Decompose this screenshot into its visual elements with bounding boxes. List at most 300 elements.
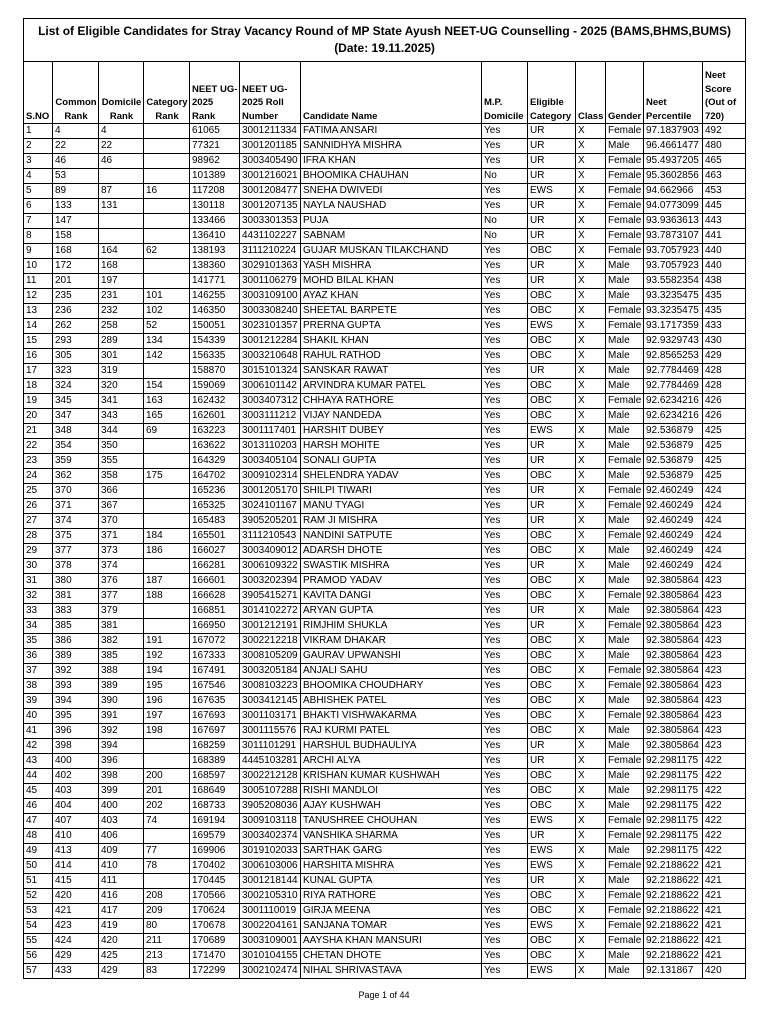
cell-mp-domicile: Yes [482, 574, 528, 589]
cell-roll-number: 3023101357 [240, 319, 301, 334]
cell-domicile-rank: 355 [99, 454, 144, 469]
cell-category-rank: 62 [144, 244, 190, 259]
cell-roll-number: 3003308240 [240, 304, 301, 319]
cell-class: X [576, 244, 606, 259]
cell-candidate-name: SABNAM [301, 229, 482, 244]
cell-candidate-name: BHOOMIKA CHOUDHARY [301, 679, 482, 694]
cell-neet-score: 421 [703, 934, 746, 949]
cell-neet-percentile: 92.536879 [644, 469, 703, 484]
cell-class: X [576, 169, 606, 184]
cell-sno: 44 [24, 769, 53, 784]
cell-neet-score: 440 [703, 259, 746, 274]
title-date: (Date: 19.11.2025) [334, 41, 435, 55]
cell-category-rank: 16 [144, 184, 190, 199]
cell-mp-domicile: Yes [482, 319, 528, 334]
table-row [24, 844, 746, 859]
cell-sno: 30 [24, 559, 53, 574]
cell-gender: Male [606, 469, 644, 484]
cell-category-rank [144, 274, 190, 289]
cell-candidate-name: ANJALI SAHU [301, 664, 482, 679]
cell-neet-score: 429 [703, 349, 746, 364]
header-roll-number: NEET UG- 2025 Roll Number [240, 62, 301, 124]
cell-gender: Female [606, 319, 644, 334]
cell-class: X [576, 649, 606, 664]
cell-domicile-rank: 411 [99, 874, 144, 889]
table-row [24, 964, 746, 979]
cell-gender: Female [606, 124, 644, 139]
cell-category-rank [144, 199, 190, 214]
cell-mp-domicile: Yes [482, 799, 528, 814]
cell-neet-score: 438 [703, 274, 746, 289]
cell-sno: 27 [24, 514, 53, 529]
cell-common-rank: 168 [53, 244, 99, 259]
cell-eligible-category: OBC [528, 544, 576, 559]
cell-eligible-category: OBC [528, 664, 576, 679]
cell-candidate-name: HARSH MOHITE [301, 439, 482, 454]
cell-gender: Male [606, 784, 644, 799]
cell-mp-domicile: Yes [482, 664, 528, 679]
cell-neet-score: 423 [703, 574, 746, 589]
cell-neet-rank: 170689 [190, 934, 240, 949]
cell-mp-domicile: Yes [482, 709, 528, 724]
cell-candidate-name: SHILPI TIWARI [301, 484, 482, 499]
cell-domicile-rank: 425 [99, 949, 144, 964]
cell-neet-score: 423 [703, 679, 746, 694]
cell-neet-percentile: 95.3602856 [644, 169, 703, 184]
cell-candidate-name: ABHISHEK PATEL [301, 694, 482, 709]
cell-gender: Female [606, 709, 644, 724]
cell-mp-domicile: Yes [482, 679, 528, 694]
cell-gender: Male [606, 604, 644, 619]
cell-common-rank: 359 [53, 454, 99, 469]
cell-neet-percentile: 92.3805864 [644, 634, 703, 649]
cell-sno: 18 [24, 379, 53, 394]
cell-eligible-category: OBC [528, 649, 576, 664]
cell-category-rank [144, 139, 190, 154]
cell-sno: 48 [24, 829, 53, 844]
cell-category-rank [144, 754, 190, 769]
cell-mp-domicile: Yes [482, 274, 528, 289]
cell-domicile-rank: 366 [99, 484, 144, 499]
cell-neet-rank: 167693 [190, 709, 240, 724]
cell-gender: Male [606, 409, 644, 424]
cell-candidate-name: IFRA KHAN [301, 154, 482, 169]
cell-gender: Male [606, 364, 644, 379]
table-row [24, 574, 746, 589]
cell-category-rank: 74 [144, 814, 190, 829]
cell-sno: 46 [24, 799, 53, 814]
cell-mp-domicile: Yes [482, 559, 528, 574]
cell-neet-percentile: 92.2188622 [644, 904, 703, 919]
cell-candidate-name: PUJA [301, 214, 482, 229]
cell-neet-percentile: 92.3805864 [644, 664, 703, 679]
cell-mp-domicile: Yes [482, 199, 528, 214]
cell-class: X [576, 319, 606, 334]
cell-domicile-rank: 389 [99, 679, 144, 694]
cell-mp-domicile: Yes [482, 829, 528, 844]
cell-candidate-name: SANNIDHYA MISHRA [301, 139, 482, 154]
cell-neet-rank: 77321 [190, 139, 240, 154]
header-candidate-name: Candidate Name [301, 62, 482, 124]
cell-mp-domicile: Yes [482, 184, 528, 199]
cell-roll-number: 3001212284 [240, 334, 301, 349]
cell-class: X [576, 214, 606, 229]
cell-neet-score: 453 [703, 184, 746, 199]
cell-roll-number: 3029101363 [240, 259, 301, 274]
cell-neet-score: 492 [703, 124, 746, 139]
cell-neet-score: 426 [703, 394, 746, 409]
cell-roll-number: 3009103118 [240, 814, 301, 829]
cell-roll-number: 3003402374 [240, 829, 301, 844]
cell-mp-domicile: Yes [482, 469, 528, 484]
cell-mp-domicile: Yes [482, 814, 528, 829]
cell-eligible-category: EWS [528, 319, 576, 334]
cell-class: X [576, 769, 606, 784]
cell-category-rank: 83 [144, 964, 190, 979]
cell-sno: 15 [24, 334, 53, 349]
cell-common-rank: 158 [53, 229, 99, 244]
cell-eligible-category: OBC [528, 409, 576, 424]
cell-gender: Female [606, 829, 644, 844]
cell-sno: 40 [24, 709, 53, 724]
cell-gender: Female [606, 859, 644, 874]
cell-mp-domicile: Yes [482, 784, 528, 799]
cell-category-rank: 209 [144, 904, 190, 919]
cell-roll-number: 3006103006 [240, 859, 301, 874]
cell-neet-score: 424 [703, 559, 746, 574]
cell-roll-number: 3003111212 [240, 409, 301, 424]
cell-category-rank: 202 [144, 799, 190, 814]
cell-candidate-name: GAURAV UPWANSHI [301, 649, 482, 664]
cell-mp-domicile: Yes [482, 619, 528, 634]
cell-mp-domicile: Yes [482, 604, 528, 619]
cell-candidate-name: ARYAN GUPTA [301, 604, 482, 619]
cell-neet-percentile: 92.7784469 [644, 379, 703, 394]
cell-class: X [576, 709, 606, 724]
cell-class: X [576, 754, 606, 769]
table-row [24, 649, 746, 664]
cell-eligible-category: UR [528, 139, 576, 154]
cell-neet-percentile: 92.2981175 [644, 814, 703, 829]
cell-candidate-name: SARTHAK GARG [301, 844, 482, 859]
cell-domicile-rank: 410 [99, 859, 144, 874]
table-row [24, 514, 746, 529]
cell-domicile-rank: 391 [99, 709, 144, 724]
cell-mp-domicile: Yes [482, 289, 528, 304]
cell-eligible-category: UR [528, 874, 576, 889]
cell-neet-percentile: 92.460249 [644, 559, 703, 574]
cell-mp-domicile: Yes [482, 934, 528, 949]
cell-category-rank [144, 169, 190, 184]
cell-roll-number: 3001110019 [240, 904, 301, 919]
cell-neet-rank: 163622 [190, 439, 240, 454]
cell-category-rank: 163 [144, 394, 190, 409]
cell-neet-percentile: 92.3805864 [644, 724, 703, 739]
cell-roll-number: 3905205201 [240, 514, 301, 529]
cell-roll-number: 3015101324 [240, 364, 301, 379]
cell-domicile-rank: 417 [99, 904, 144, 919]
cell-domicile-rank: 341 [99, 394, 144, 409]
cell-category-rank: 194 [144, 664, 190, 679]
cell-common-rank: 407 [53, 814, 99, 829]
table-row [24, 379, 746, 394]
cell-class: X [576, 559, 606, 574]
cell-class: X [576, 529, 606, 544]
cell-roll-number: 3111210543 [240, 529, 301, 544]
cell-roll-number: 3905415271 [240, 589, 301, 604]
cell-neet-rank: 164329 [190, 454, 240, 469]
cell-sno: 25 [24, 484, 53, 499]
cell-candidate-name: RAJ KURMI PATEL [301, 724, 482, 739]
table-row [24, 364, 746, 379]
cell-class: X [576, 829, 606, 844]
cell-roll-number: 3003405104 [240, 454, 301, 469]
cell-sno: 43 [24, 754, 53, 769]
cell-candidate-name: PRAMOD YADAV [301, 574, 482, 589]
cell-domicile-rank: 232 [99, 304, 144, 319]
cell-eligible-category: OBC [528, 904, 576, 919]
cell-candidate-name: KUNAL GUPTA [301, 874, 482, 889]
cell-common-rank: 201 [53, 274, 99, 289]
cell-candidate-name: SHEETAL BARPETE [301, 304, 482, 319]
table-row [24, 814, 746, 829]
table-row [24, 169, 746, 184]
cell-domicile-rank: 409 [99, 844, 144, 859]
cell-category-rank: 80 [144, 919, 190, 934]
cell-neet-score: 425 [703, 454, 746, 469]
cell-neet-rank: 162601 [190, 409, 240, 424]
cell-roll-number: 3001207135 [240, 199, 301, 214]
cell-neet-percentile: 92.8565253 [644, 349, 703, 364]
candidates-table [23, 18, 746, 979]
cell-gender: Male [606, 544, 644, 559]
cell-common-rank: 433 [53, 964, 99, 979]
cell-neet-percentile: 92.536879 [644, 439, 703, 454]
cell-mp-domicile: Yes [482, 949, 528, 964]
cell-eligible-category: OBC [528, 379, 576, 394]
cell-domicile-rank: 394 [99, 739, 144, 754]
cell-gender: Female [606, 169, 644, 184]
cell-class: X [576, 664, 606, 679]
cell-candidate-name: CHHAYA RATHORE [301, 394, 482, 409]
cell-domicile-rank: 168 [99, 259, 144, 274]
cell-class: X [576, 904, 606, 919]
cell-eligible-category: OBC [528, 724, 576, 739]
cell-neet-rank: 146350 [190, 304, 240, 319]
cell-eligible-category: UR [528, 124, 576, 139]
cell-category-rank [144, 454, 190, 469]
cell-sno: 39 [24, 694, 53, 709]
cell-eligible-category: EWS [528, 814, 576, 829]
cell-neet-rank: 138193 [190, 244, 240, 259]
cell-sno: 1 [24, 124, 53, 139]
cell-neet-percentile: 92.2981175 [644, 754, 703, 769]
cell-mp-domicile: Yes [482, 919, 528, 934]
cell-neet-rank: 168597 [190, 769, 240, 784]
cell-candidate-name: PRERNA GUPTA [301, 319, 482, 334]
cell-domicile-rank: 131 [99, 199, 144, 214]
cell-eligible-category: EWS [528, 919, 576, 934]
table-row [24, 784, 746, 799]
cell-neet-percentile: 92.460249 [644, 499, 703, 514]
cell-category-rank: 175 [144, 469, 190, 484]
cell-sno: 50 [24, 859, 53, 874]
table-row [24, 139, 746, 154]
cell-candidate-name: BHAKTI VISHWAKARMA [301, 709, 482, 724]
cell-sno: 42 [24, 739, 53, 754]
cell-category-rank [144, 829, 190, 844]
cell-common-rank: 414 [53, 859, 99, 874]
cell-gender: Female [606, 154, 644, 169]
cell-candidate-name: SANJANA TOMAR [301, 919, 482, 934]
cell-gender: Female [606, 394, 644, 409]
cell-sno: 16 [24, 349, 53, 364]
cell-neet-score: 421 [703, 889, 746, 904]
cell-sno: 31 [24, 574, 53, 589]
cell-domicile-rank: 376 [99, 574, 144, 589]
cell-candidate-name: HARSHITA MISHRA [301, 859, 482, 874]
cell-eligible-category: OBC [528, 679, 576, 694]
cell-neet-rank: 61065 [190, 124, 240, 139]
cell-candidate-name: GIRJA MEENA [301, 904, 482, 919]
cell-gender: Male [606, 379, 644, 394]
cell-candidate-name: ARCHI ALYA [301, 754, 482, 769]
cell-sno: 57 [24, 964, 53, 979]
cell-roll-number: 3111210224 [240, 244, 301, 259]
cell-eligible-category: UR [528, 364, 576, 379]
cell-eligible-category: OBC [528, 949, 576, 964]
cell-sno: 24 [24, 469, 53, 484]
cell-candidate-name: RIMJHIM SHUKLA [301, 619, 482, 634]
cell-gender: Male [606, 424, 644, 439]
cell-neet-percentile: 92.3805864 [644, 574, 703, 589]
cell-category-rank [144, 154, 190, 169]
table-row [24, 349, 746, 364]
cell-category-rank [144, 604, 190, 619]
cell-class: X [576, 724, 606, 739]
cell-roll-number: 3011101291 [240, 739, 301, 754]
cell-gender: Female [606, 934, 644, 949]
cell-common-rank: 348 [53, 424, 99, 439]
cell-neet-score: 428 [703, 364, 746, 379]
cell-roll-number: 3003407312 [240, 394, 301, 409]
cell-category-rank: 197 [144, 709, 190, 724]
cell-candidate-name: ARVINDRA KUMAR PATEL [301, 379, 482, 394]
cell-category-rank: 196 [144, 694, 190, 709]
cell-neet-score: 423 [703, 589, 746, 604]
cell-neet-percentile: 93.3235475 [644, 289, 703, 304]
cell-neet-score: 423 [703, 709, 746, 724]
cell-neet-percentile: 92.2981175 [644, 829, 703, 844]
cell-domicile-rank: 374 [99, 559, 144, 574]
cell-mp-domicile: No [482, 229, 528, 244]
cell-neet-percentile: 93.7057923 [644, 259, 703, 274]
cell-candidate-name: AJAY KUSHWAH [301, 799, 482, 814]
cell-class: X [576, 949, 606, 964]
cell-class: X [576, 274, 606, 289]
cell-class: X [576, 499, 606, 514]
table-row [24, 439, 746, 454]
cell-gender: Female [606, 484, 644, 499]
cell-neet-rank: 170678 [190, 919, 240, 934]
cell-gender: Male [606, 349, 644, 364]
cell-neet-score: 445 [703, 199, 746, 214]
cell-sno: 47 [24, 814, 53, 829]
cell-neet-score: 423 [703, 739, 746, 754]
table-row [24, 919, 746, 934]
cell-neet-rank: 169579 [190, 829, 240, 844]
cell-sno: 52 [24, 889, 53, 904]
table-row [24, 409, 746, 424]
table-row [24, 904, 746, 919]
cell-neet-score: 425 [703, 469, 746, 484]
cell-eligible-category: UR [528, 229, 576, 244]
cell-neet-score: 465 [703, 154, 746, 169]
cell-neet-percentile: 92.3805864 [644, 619, 703, 634]
cell-sno: 19 [24, 394, 53, 409]
cell-sno: 35 [24, 634, 53, 649]
cell-neet-rank: 169194 [190, 814, 240, 829]
cell-eligible-category: UR [528, 619, 576, 634]
cell-class: X [576, 469, 606, 484]
cell-common-rank: 262 [53, 319, 99, 334]
table-row [24, 589, 746, 604]
cell-neet-score: 423 [703, 634, 746, 649]
cell-eligible-category: OBC [528, 289, 576, 304]
cell-domicile-rank: 392 [99, 724, 144, 739]
cell-class: X [576, 694, 606, 709]
table-row [24, 544, 746, 559]
cell-neet-score: 443 [703, 214, 746, 229]
cell-common-rank: 323 [53, 364, 99, 379]
cell-domicile-rank: 403 [99, 814, 144, 829]
cell-eligible-category: UR [528, 439, 576, 454]
cell-category-rank: 201 [144, 784, 190, 799]
cell-mp-domicile: Yes [482, 124, 528, 139]
cell-neet-percentile: 92.2188622 [644, 949, 703, 964]
cell-neet-rank: 154339 [190, 334, 240, 349]
cell-eligible-category: OBC [528, 634, 576, 649]
cell-gender: Male [606, 514, 644, 529]
cell-candidate-name: ADARSH DHOTE [301, 544, 482, 559]
cell-neet-rank: 158870 [190, 364, 240, 379]
cell-neet-score: 423 [703, 694, 746, 709]
cell-roll-number: 3001205170 [240, 484, 301, 499]
cell-class: X [576, 964, 606, 979]
cell-mp-domicile: Yes [482, 889, 528, 904]
cell-domicile-rank: 382 [99, 634, 144, 649]
cell-class: X [576, 259, 606, 274]
cell-mp-domicile: No [482, 214, 528, 229]
cell-domicile-rank: 416 [99, 889, 144, 904]
cell-class: X [576, 484, 606, 499]
cell-mp-domicile: Yes [482, 964, 528, 979]
cell-roll-number: 3006109322 [240, 559, 301, 574]
cell-neet-rank: 166950 [190, 619, 240, 634]
cell-class: X [576, 289, 606, 304]
cell-neet-rank: 165483 [190, 514, 240, 529]
cell-class: X [576, 844, 606, 859]
cell-gender: Male [606, 964, 644, 979]
cell-neet-percentile: 92.536879 [644, 454, 703, 469]
cell-gender: Male [606, 694, 644, 709]
cell-eligible-category: OBC [528, 589, 576, 604]
cell-neet-score: 463 [703, 169, 746, 184]
cell-eligible-category: UR [528, 484, 576, 499]
cell-common-rank: 421 [53, 904, 99, 919]
cell-neet-percentile: 92.536879 [644, 424, 703, 439]
cell-neet-rank: 167333 [190, 649, 240, 664]
